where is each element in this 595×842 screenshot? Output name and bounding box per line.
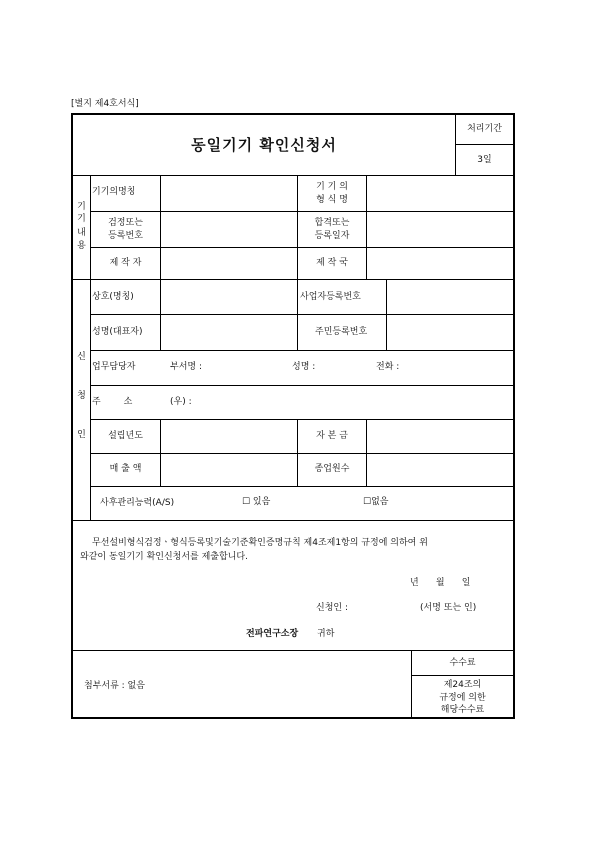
business-number-field[interactable] (387, 280, 513, 314)
processing-period-value: 3일 (477, 155, 492, 165)
approval-date-label-line1: 합격또는 (314, 218, 350, 228)
phone-label: 전화 : (376, 362, 400, 372)
model-name-label-line1: 기 기 의 (316, 182, 348, 192)
fee-basis-line2: 규정에 의한 (439, 693, 486, 703)
after-service-label: 사후관리능력(A/S) (100, 498, 175, 508)
form-label: [별지 제4호서식] (71, 99, 139, 109)
address-label: 주 소 (92, 397, 133, 407)
phone-field[interactable] (408, 356, 508, 378)
country-label: 제 작 국 (316, 258, 348, 268)
country-field[interactable] (367, 248, 513, 279)
model-name-field[interactable] (367, 176, 513, 211)
statement-line2: 와같이 동일기기 확인신청서를 제출합니다. (80, 552, 248, 562)
page-title: 동일기기 확인신청서 (191, 136, 337, 154)
address-field[interactable] (200, 390, 508, 414)
company-name-label: 상호(명칭) (92, 292, 134, 302)
resident-number-field[interactable] (387, 315, 513, 350)
fee-basis-line3: 해당수수료 (440, 705, 485, 715)
statement-line1: 무선설비형식검정ㆍ형식등록및기술기준확인증명규칙 제4조제1항의 규정에 의하여 위 (92, 538, 428, 548)
capital-label: 자 본 금 (316, 431, 348, 441)
after-service-yes-checkbox[interactable]: ☐ 있음 (242, 497, 271, 507)
equipment-name-label: 기기의명칭 (92, 187, 136, 197)
approval-number-field[interactable] (161, 212, 297, 247)
processing-period-label: 처리기간 (467, 124, 502, 134)
manufacturer-field[interactable] (161, 248, 297, 279)
addressee-honorific: 귀하 (317, 629, 335, 639)
approval-number-label-line2: 등록번호 (108, 231, 143, 241)
application-date: 년 월 일 (410, 578, 471, 588)
business-number-label: 사업자등록번호 (300, 292, 361, 302)
addressee: 전파연구소장 (246, 629, 299, 639)
employees-field[interactable] (367, 454, 513, 486)
company-name-field[interactable] (161, 280, 297, 314)
manufacturer-label: 제 작 자 (109, 258, 142, 268)
department-field[interactable] (212, 356, 282, 378)
fee-basis-line1: 제24조의 (443, 680, 482, 690)
signature-or-seal-label: (서명 또는 인) (420, 603, 477, 613)
model-name-label-line2: 형 식 명 (316, 195, 348, 205)
approval-date-label-line2: 등록일자 (314, 231, 350, 241)
after-service-no-checkbox[interactable]: ☐없음 (363, 497, 389, 507)
zip-code-label: (우) : (170, 397, 192, 407)
contact-name-label: 성명 : (292, 362, 316, 372)
representative-label: 성명(대표자) (92, 327, 143, 337)
fee-label: 수수료 (449, 658, 476, 668)
equipment-name-field[interactable] (161, 176, 297, 211)
approval-date-field[interactable] (367, 212, 513, 247)
capital-field[interactable] (367, 420, 513, 453)
department-label: 부서명 : (170, 362, 202, 372)
employees-label: 종업원수 (314, 464, 350, 474)
contact-name-field[interactable] (322, 356, 372, 378)
representative-field[interactable] (161, 315, 297, 350)
attachments-label: 첨부서류 : 없음 (84, 681, 145, 691)
approval-number-label-line1: 검정또는 (108, 218, 143, 228)
sales-label: 매 출 액 (109, 464, 142, 474)
founded-year-label: 설립년도 (108, 431, 143, 441)
applicant-signature-label: 신청인 : (316, 603, 348, 613)
founded-year-field[interactable] (161, 420, 297, 453)
sales-field[interactable] (161, 454, 297, 486)
contact-person-label: 업무담당자 (92, 362, 136, 372)
resident-number-label: 주민등록번호 (315, 327, 368, 337)
